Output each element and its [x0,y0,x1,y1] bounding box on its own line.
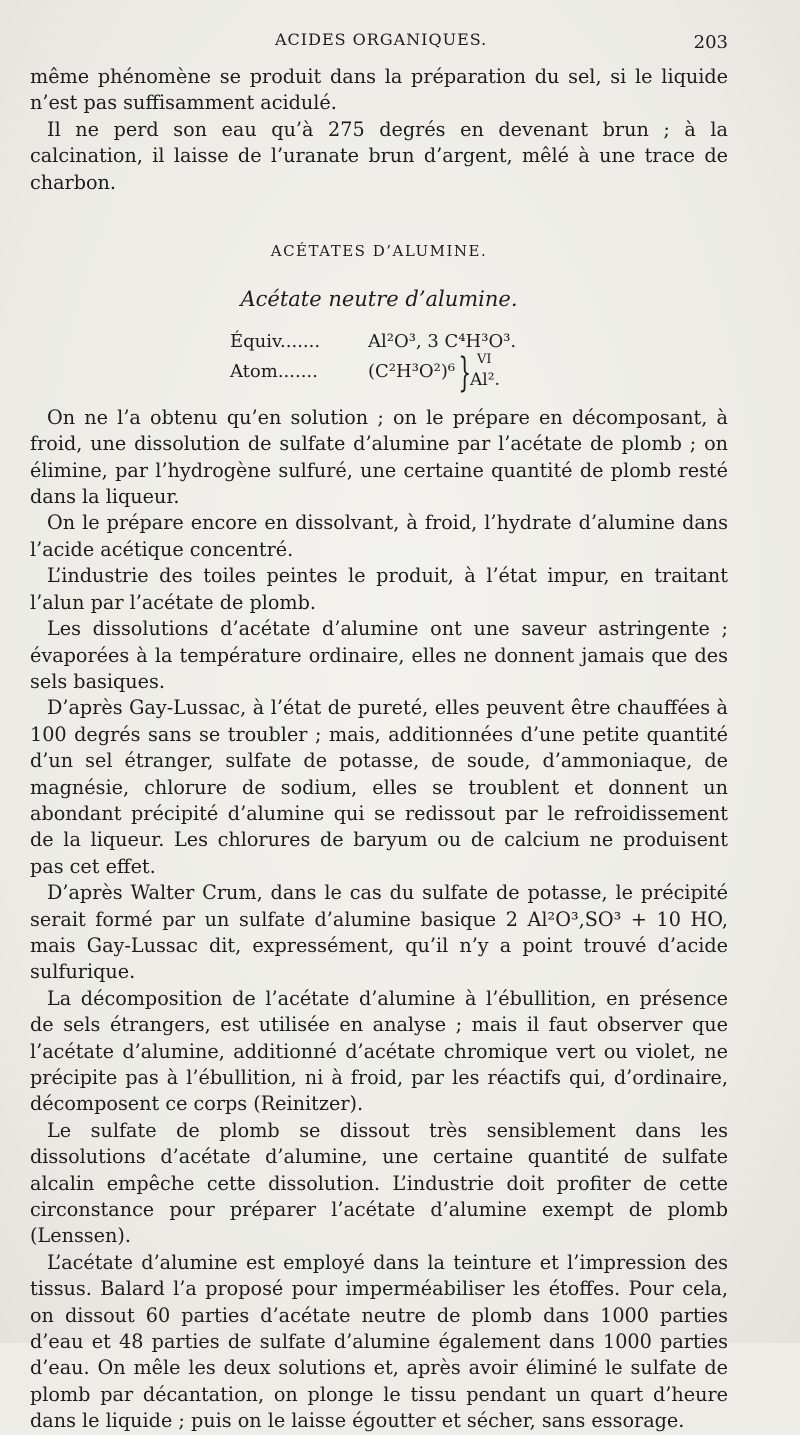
equiv-label: Équiv....... [230,330,321,352]
atom-formula: (C²H³O²)⁶ [368,360,456,382]
equiv-formula-row [30,329,728,359]
page-number: 203 [693,32,728,53]
brace: } [458,349,472,396]
paragraph: L’industrie des toiles peintes le produit, à l’état impur, en traitant l’alun par l’acétate de plomb. [30,564,728,614]
paragraph: D’après Walter Crum, dans le cas du sulfate de potasse, le précipité serait formé par un sulfate d’alumine basique 2 Al²O³,SO³ + 10 HO, mais Gay-Lussac dit, expressément, qu’il n’y a point trouvé d’acide sulfurique. [30,881,728,984]
equiv-formula: Al²O³, 3 C⁴H³O³. [368,330,517,352]
paragraph: La décomposition de l’acétate d’alumine à l’ébullition, en présence de sels étrangers, est utilisée en analyse ; mais il faut observer que l’acétate d’alumine, additionné d’acétate chromique vert ou violet, ne précipite pas à l’ébullition, ni à froid, par les réactifs qui, d’ordinaire, décomposent ce corps (Reinitzer). [30,986,728,1116]
body-text [30,64,728,1435]
atom-formula-row [30,349,728,405]
paragraph: Les dissolutions d’acétate d’alumine ont une saveur astringente ; évaporées à la température ordinaire, elles ne donnent jamais que des sels basiques. [30,617,728,693]
atom-label: Atom....... [230,360,318,382]
paragraph: Le sulfate de plomb se dissout très sensiblement dans les dissolutions d’acétate d’alumine, une certaine quantité de sulfate alcalin empêche cette dissolution. L’industrie doit profiter de cette circonstance pour préparer l’acétate d’alumine exempt de plomb (Lenssen). [30,1118,728,1248]
atom-valence: VI [477,351,492,367]
paragraph: Il ne perd son eau qu’à 275 degrés en devenant brun ; à la calcination, il laisse de l’uranate brun d’argent, mêlé à une trace de charbon. [30,117,728,194]
section-title: ACÉTATES D’ALUMINE. [270,242,488,261]
paragraph: même phénomène se produit dans la préparation du sel, si le liquide n’est pas suffisamment acidulé. [30,65,728,115]
paragraph: L’acétate d’alumine est employé dans la teinture et l’impression des tissus. Balard l’a proposé pour imperméabiliser les étoffes. Pour cela, on dissout 60 parties d’acétate neutre de plomb dans 1000 parties d’eau et 48 parties de sulfate d’alumine également dans 1000 parties d’eau. On mêle les deux solutions et, après avoir éliminé le sulfate de plomb par décantation, on plonge le tissu pendant un quart d’heure dans le liquide ; puis on le laisse égoutter et sécher, sans essorage. [30,1250,728,1433]
paragraph: On le prépare encore en dissolvant, à froid, l’hydrate d’alumine dans l’acide acétique concentré. [30,511,728,561]
paragraph: On ne l’a obtenu qu’en solution ; on le prépare en décomposant, à froid, une dissolution de sulfate d’alumine par l’acétate de plomb ; on élimine, par l’hydrogène sulfuré, une certaine quantité de plomb resté dans la liqueur. [30,405,728,509]
page-header [30,30,728,56]
running-head: ACIDES ORGANIQUES. [275,30,488,49]
paragraph: D’après Gay-Lussac, à l’état de pureté, elles peuvent être chauffées à 100 degrés sans se troubler ; mais, additionnées d’une petite quantité d’un sel étranger, sulfate de potasse, de soude, d’ammoniaque, de magnésie, chlorure de sodium, elles se troublent et donnent un abondant précipité d’alumine qui se redissout par le refroidissement de la liqueur. Les chlorures de baryum ou de calcium ne produisent pas cet effet. [30,696,728,878]
subtitle: Acétate neutre d’alumine. [240,287,518,312]
atom-aluminium: Al². [470,369,500,390]
